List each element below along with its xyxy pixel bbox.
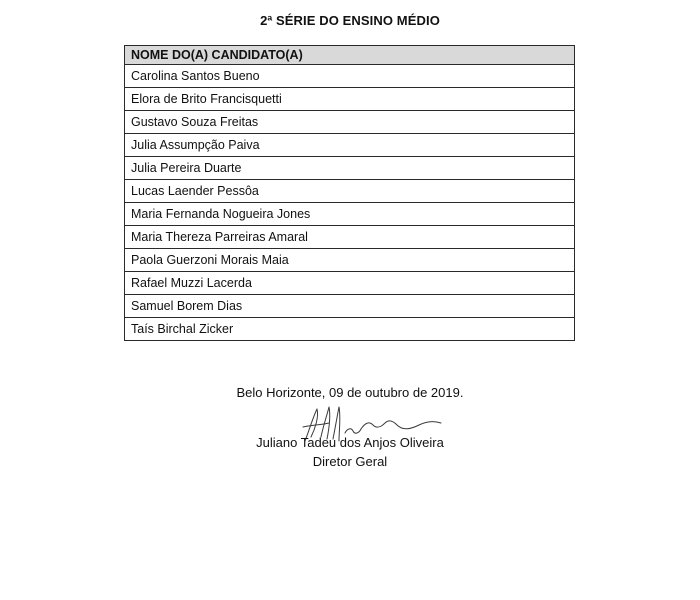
candidate-name-cell: Rafael Muzzi Lacerda	[125, 272, 575, 295]
candidate-name-cell: Gustavo Souza Freitas	[125, 111, 575, 134]
signer-name: Juliano Tadeu dos Anjos Oliveira	[256, 435, 444, 450]
table-row	[125, 249, 575, 272]
table-row	[125, 295, 575, 318]
document-title: 2ª SÉRIE DO ENSINO MÉDIO	[260, 13, 440, 28]
candidates-table	[124, 45, 575, 341]
candidate-name-cell: Paola Guerzoni Morais Maia	[125, 249, 575, 272]
table-row	[125, 157, 575, 180]
candidate-name-cell: Julia Pereira Duarte	[125, 157, 575, 180]
table-row	[125, 65, 575, 88]
candidate-name-cell: Samuel Borem Dias	[125, 295, 575, 318]
date-location-line: Belo Horizonte, 09 de outubro de 2019.	[236, 385, 464, 400]
table-row	[125, 134, 575, 157]
table-row	[125, 180, 575, 203]
candidate-name-cell: Julia Assumpção Paiva	[125, 134, 575, 157]
table-row	[125, 272, 575, 295]
candidate-name-cell: Elora de Brito Francisquetti	[125, 88, 575, 111]
table-row	[125, 88, 575, 111]
table-row	[125, 203, 575, 226]
candidate-name-cell: Lucas Laender Pessôa	[125, 180, 575, 203]
candidate-name-cell: Maria Fernanda Nogueira Jones	[125, 203, 575, 226]
table-row	[125, 318, 575, 341]
column-header-candidate-name: NOME DO(A) CANDIDATO(A)	[125, 46, 575, 65]
candidate-name-cell: Carolina Santos Bueno	[125, 65, 575, 88]
candidate-name-cell: Maria Thereza Parreiras Amaral	[125, 226, 575, 249]
table-row	[125, 111, 575, 134]
signer-role: Diretor Geral	[312, 454, 388, 469]
candidate-name-cell: Taís Birchal Zicker	[125, 318, 575, 341]
table-row	[125, 226, 575, 249]
table-header-row	[125, 46, 575, 65]
